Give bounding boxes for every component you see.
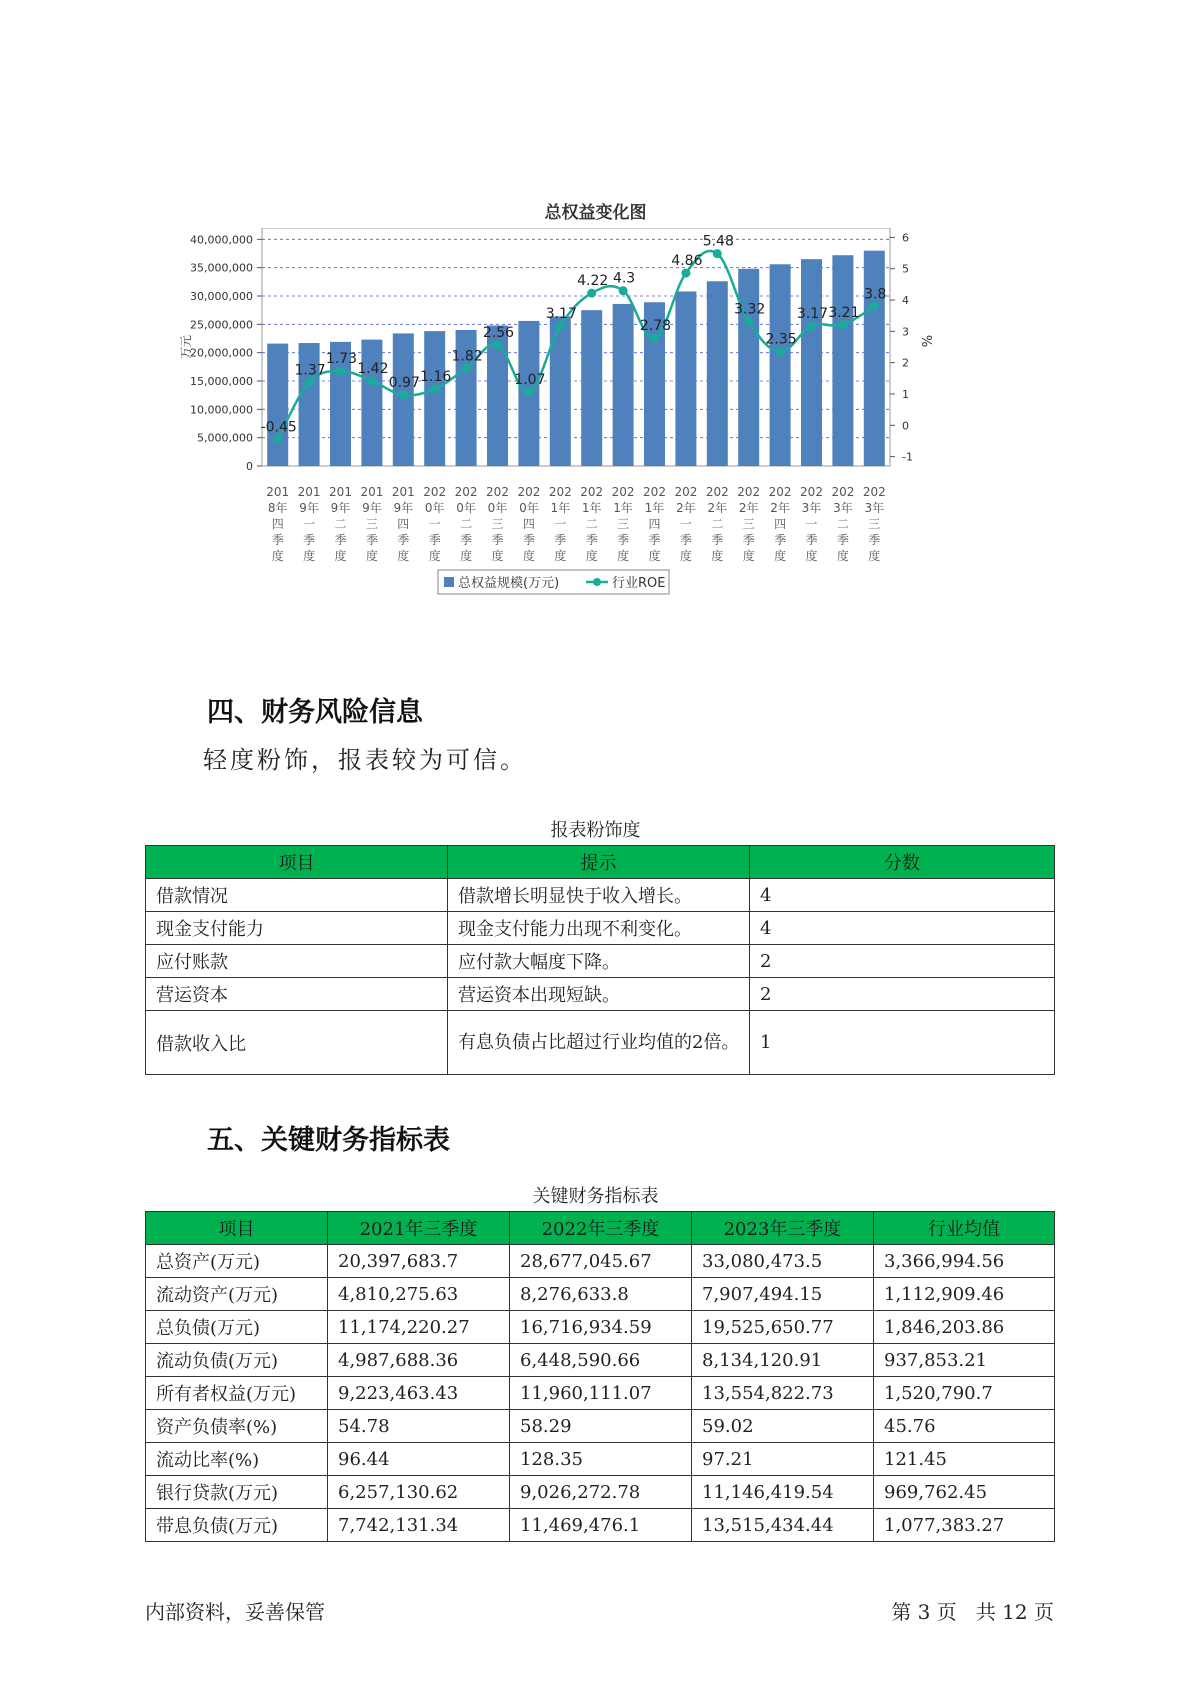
category-label: 二: [585, 517, 598, 531]
category-label: 度: [711, 549, 724, 563]
roe-data-label: 1.73: [325, 351, 358, 368]
roe-data-label: 3.32: [734, 301, 766, 318]
category-label: 度: [397, 549, 410, 563]
category-label: 三: [868, 517, 881, 531]
section-4-paragraph: 轻度粉饰，报表较为可信。: [203, 746, 527, 774]
table-cell: 8,134,120.91: [692, 1344, 874, 1377]
category-label: 9年: [330, 501, 351, 515]
table-cell: 121.45: [874, 1443, 1055, 1476]
table-cell: 13,554,822.73: [692, 1377, 874, 1410]
roe-point: [462, 364, 471, 373]
right-axis-tick-label: 1: [902, 387, 909, 401]
table-cell: 11,960,111.07: [510, 1377, 692, 1410]
category-label: 0年: [487, 501, 508, 515]
footer-confidential: 内部资料，妥善保管: [145, 1600, 325, 1624]
roe-data-label: 5.48: [702, 233, 734, 250]
table-cell: 19,525,650.77: [692, 1311, 874, 1344]
table-cell: 11,146,419.54: [692, 1476, 874, 1509]
category-label: 二: [460, 517, 473, 531]
category-label: 二: [334, 517, 347, 531]
equity-bar: [832, 255, 853, 466]
left-axis-tick-label: 5,000,000: [197, 431, 253, 445]
category-label: 3年: [801, 501, 822, 515]
category-label: 1年: [550, 501, 571, 515]
table-cell: 1,112,909.46: [874, 1278, 1055, 1311]
category-label: 季: [805, 533, 818, 547]
table-row: [146, 879, 1055, 912]
right-axis-tick-label: 3: [902, 325, 909, 339]
category-label: 三: [742, 517, 755, 531]
table-cell: 2: [750, 978, 1055, 1011]
roe-data-label: 3.8: [864, 286, 887, 303]
category-label: 2年: [676, 501, 696, 515]
category-label: 季: [648, 533, 661, 547]
table-cell: 1,520,790.7: [874, 1377, 1055, 1410]
risk-table: [145, 845, 1055, 1075]
table-cell: 流动负债(万元): [146, 1344, 328, 1377]
table-cell: 97.21: [692, 1443, 874, 1476]
category-label: 202: [611, 485, 635, 499]
table-cell: 9,223,463.43: [328, 1377, 510, 1410]
table-row: [146, 1509, 1055, 1542]
category-label: 四: [774, 517, 787, 531]
header-cell: 提示: [448, 846, 750, 879]
category-label: 202: [643, 485, 666, 499]
category-label: 季: [617, 533, 630, 547]
table-cell: 20,397,683.7: [328, 1245, 510, 1278]
table-row: [146, 1443, 1055, 1476]
category-label: 二: [836, 517, 849, 531]
category-label: 一: [303, 517, 316, 531]
category-label: 二: [711, 517, 724, 531]
table-cell: 33,080,473.5: [692, 1245, 874, 1278]
category-label: 度: [522, 549, 535, 563]
table-cell: 流动资产(万元): [146, 1278, 328, 1311]
table-cell: 4,810,275.63: [328, 1278, 510, 1311]
table-row: [146, 1476, 1055, 1509]
roe-point: [367, 376, 376, 385]
roe-data-label: 1.16: [420, 368, 452, 385]
table-cell: 总负债(万元): [146, 1311, 328, 1344]
table-cell: 7,742,131.34: [328, 1509, 510, 1542]
table-cell: 资产负债率(%): [146, 1410, 328, 1443]
left-axis-tick-label: 20,000,000: [190, 346, 253, 360]
legend-bar-label: 总权益规模(万元): [458, 576, 560, 591]
right-axis-tick-label: 2: [902, 356, 909, 370]
category-label: 202: [737, 485, 761, 499]
table-cell: 11,469,476.1: [510, 1509, 692, 1542]
table-cell: 4: [750, 912, 1055, 945]
table-row: [146, 945, 1055, 978]
category-label: 度: [491, 549, 504, 563]
category-label: 度: [334, 549, 347, 563]
category-label: 202: [862, 485, 886, 499]
category-label: 三: [617, 517, 630, 531]
table-cell: 58.29: [510, 1410, 692, 1443]
left-axis-title: 万元: [179, 334, 193, 360]
left-axis-tick-label: 30,000,000: [190, 290, 253, 303]
category-label: 2年: [738, 501, 759, 515]
category-label: 202: [423, 485, 447, 499]
category-label: 2年: [707, 501, 728, 515]
table-cell: 借款增长明显快于收入增长。: [448, 879, 750, 912]
section-5-heading: 五、关键财务指标表: [207, 1125, 450, 1156]
table-cell: 现金支付能力出现不利变化。: [448, 912, 750, 945]
table-cell: 9,026,272.78: [510, 1476, 692, 1509]
right-axis-tick-label: 4: [902, 294, 909, 308]
roe-data-label: 2.35: [765, 331, 797, 348]
roe-data-label: 1.42: [357, 360, 389, 377]
roe-data-label: 4.86: [671, 253, 703, 270]
roe-point: [524, 387, 533, 396]
left-axis-tick-label: 0: [246, 460, 253, 473]
equity-chart: [170, 228, 1030, 653]
legend-bar-swatch: [444, 577, 454, 587]
category-label: 季: [460, 533, 473, 547]
category-label: 202: [548, 485, 572, 499]
category-label: 3年: [833, 501, 853, 515]
table-cell: 128.35: [510, 1443, 692, 1476]
roe-point: [493, 341, 502, 350]
table-cell: 总资产(万元): [146, 1245, 328, 1278]
category-label: 0年: [424, 501, 445, 515]
category-label: 度: [365, 549, 378, 563]
category-label: 度: [585, 549, 598, 563]
table-row: [146, 1311, 1055, 1344]
category-label: 度: [617, 549, 630, 563]
table-header-row: [146, 1212, 1055, 1245]
right-axis-tick-label: -1: [902, 450, 913, 464]
risk-table-title: 报表粉饰度: [550, 820, 641, 841]
category-label: 四: [648, 517, 661, 531]
roe-data-label: -0.45: [260, 419, 297, 436]
legend-line-marker: [593, 578, 601, 586]
table-cell: 16,716,934.59: [510, 1311, 692, 1344]
roe-data-label: 3.21: [828, 304, 860, 321]
table-cell: 7,907,494.15: [692, 1278, 874, 1311]
table-cell: 6,257,130.62: [328, 1476, 510, 1509]
table-cell: 11,174,220.27: [328, 1311, 510, 1344]
table-cell: 937,853.21: [874, 1344, 1055, 1377]
table-cell: 营运资本: [146, 978, 448, 1011]
category-label: 1年: [613, 501, 633, 515]
roe-point: [681, 269, 690, 278]
header-cell: 分数: [750, 846, 1055, 879]
category-label: 2年: [770, 501, 790, 515]
roe-point: [776, 347, 785, 356]
roe-data-label: 4.22: [577, 273, 609, 290]
category-label: 季: [428, 533, 441, 547]
category-label: 202: [486, 485, 509, 499]
header-cell: 2023年三季度: [692, 1212, 874, 1245]
table-row: [146, 1410, 1055, 1443]
category-label: 季: [303, 533, 316, 547]
category-label: 202: [800, 485, 823, 499]
category-label: 季: [742, 533, 755, 547]
table-row: [146, 1344, 1055, 1377]
roe-point: [870, 302, 879, 311]
equity-bar: [393, 333, 414, 466]
category-label: 0年: [519, 501, 539, 515]
table-cell: 45.76: [874, 1410, 1055, 1443]
legend-line-label: 行业ROE: [612, 576, 666, 591]
table-cell: 6,448,590.66: [510, 1344, 692, 1377]
equity-bar: [864, 251, 885, 466]
roe-data-label: 2.78: [639, 318, 672, 335]
header-cell: 项目: [146, 1212, 328, 1245]
category-label: 度: [554, 549, 567, 563]
footer-page-number: 第 3 页 共 12 页: [891, 1600, 1054, 1624]
equity-bar: [581, 310, 602, 466]
category-label: 度: [805, 549, 818, 563]
left-axis-tick-label: 35,000,000: [190, 261, 253, 275]
roe-point: [556, 322, 565, 331]
equity-bar: [675, 291, 696, 466]
table-cell: 应付款大幅度下降。: [448, 945, 750, 978]
category-label: 季: [491, 533, 504, 547]
category-label: 3年: [864, 501, 885, 515]
right-axis-title: %: [918, 334, 933, 348]
table-row: [146, 1278, 1055, 1311]
table-cell: 2: [750, 945, 1055, 978]
table-cell: 8,276,633.8: [510, 1278, 692, 1311]
table-cell: 应付账款: [146, 945, 448, 978]
equity-bar: [424, 331, 445, 466]
category-label: 季: [397, 533, 410, 547]
category-label: 201: [297, 485, 321, 499]
category-label: 季: [271, 533, 284, 547]
category-label: 202: [674, 485, 698, 499]
roe-data-label: 3.17: [796, 306, 829, 323]
table-cell: 54.78: [328, 1410, 510, 1443]
roe-data-label: 1.82: [451, 348, 483, 365]
table-row: [146, 1377, 1055, 1410]
category-label: 季: [554, 533, 567, 547]
category-label: 201: [360, 485, 384, 499]
category-label: 季: [711, 533, 724, 547]
category-label: 度: [774, 549, 787, 563]
category-label: 8年: [267, 501, 288, 515]
table-cell: 借款收入比: [146, 1011, 448, 1075]
roe-data-label: 3.17: [545, 306, 577, 323]
category-label: 季: [836, 533, 849, 547]
category-label: 9年: [299, 501, 319, 515]
table-cell: 4,987,688.36: [328, 1344, 510, 1377]
table-row: [146, 912, 1055, 945]
category-label: 四: [522, 517, 535, 531]
table-cell: 4: [750, 879, 1055, 912]
kpi-table: [145, 1211, 1055, 1542]
category-label: 度: [868, 549, 881, 563]
left-axis-tick-label: 15,000,000: [190, 375, 253, 388]
table-cell: 流动比率(%): [146, 1443, 328, 1476]
roe-point: [838, 320, 847, 329]
category-label: 度: [428, 549, 441, 563]
roe-point: [744, 317, 753, 326]
table-row: [146, 1011, 1055, 1075]
table-cell: 银行贷款(万元): [146, 1476, 328, 1509]
category-label: 201: [329, 485, 352, 499]
category-label: 四: [271, 517, 284, 531]
table-cell: 带息负债(万元): [146, 1509, 328, 1542]
right-axis-tick-label: 6: [902, 231, 909, 245]
table-cell: 所有者权益(万元): [146, 1377, 328, 1410]
roe-point: [273, 435, 282, 444]
category-label: 202: [768, 485, 792, 499]
category-label: 度: [836, 549, 849, 563]
roe-point: [713, 249, 722, 258]
category-label: 202: [454, 485, 478, 499]
category-label: 季: [868, 533, 881, 547]
category-label: 季: [334, 533, 347, 547]
category-label: 一: [805, 517, 818, 531]
equity-bar: [613, 304, 634, 466]
chart-title: 总权益变化图: [544, 203, 647, 223]
category-label: 0年: [456, 501, 476, 515]
category-label: 季: [774, 533, 787, 547]
roe-data-label: 4.3: [612, 270, 636, 287]
section-4-heading: 四、财务风险信息: [207, 697, 423, 728]
roe-point: [587, 289, 596, 298]
roe-point: [807, 322, 816, 331]
category-label: 9年: [362, 501, 382, 515]
table-header-row: [146, 846, 1055, 879]
table-cell: 28,677,045.67: [510, 1245, 692, 1278]
category-label: 202: [580, 485, 604, 499]
table-row: [146, 978, 1055, 1011]
category-label: 一: [428, 517, 441, 531]
category-label: 201: [391, 485, 415, 499]
right-axis-tick-label: 0: [902, 419, 909, 433]
category-label: 季: [522, 533, 535, 547]
table-cell: 有息负债占比超过行业均值的2倍。: [448, 1011, 750, 1075]
equity-bar: [361, 340, 382, 466]
category-label: 度: [303, 549, 316, 563]
roe-point: [399, 390, 408, 399]
equity-bar: [707, 281, 728, 466]
category-label: 三: [365, 517, 378, 531]
category-label: 度: [460, 549, 473, 563]
equity-bar: [801, 259, 822, 466]
equity-bar: [267, 344, 288, 466]
category-label: 度: [271, 549, 284, 563]
roe-point: [619, 286, 628, 295]
category-label: 202: [517, 485, 541, 499]
right-axis-tick-label: 5: [902, 262, 909, 276]
kpi-table-title: 关键财务指标表: [532, 1186, 659, 1207]
roe-data-label: 0.97: [388, 374, 420, 391]
table-cell: 59.02: [692, 1410, 874, 1443]
left-axis-tick-label: 25,000,000: [190, 318, 253, 332]
table-cell: 96.44: [328, 1443, 510, 1476]
category-label: 季: [679, 533, 692, 547]
table-cell: 1: [750, 1011, 1055, 1075]
header-cell: 2022年三季度: [510, 1212, 692, 1245]
category-label: 1年: [581, 501, 602, 515]
category-label: 9年: [393, 501, 414, 515]
roe-point: [650, 334, 659, 343]
roe-point: [305, 378, 314, 387]
table-cell: 现金支付能力: [146, 912, 448, 945]
table-cell: 13,515,434.44: [692, 1509, 874, 1542]
table-row: [146, 1245, 1055, 1278]
header-cell: 行业均值: [874, 1212, 1055, 1245]
table-cell: 969,762.45: [874, 1476, 1055, 1509]
category-label: 一: [554, 517, 567, 531]
category-label: 四: [397, 517, 410, 531]
table-cell: 3,366,994.56: [874, 1245, 1055, 1278]
table-cell: 1,077,383.27: [874, 1509, 1055, 1542]
category-label: 三: [491, 517, 504, 531]
table-cell: 1,846,203.86: [874, 1311, 1055, 1344]
roe-data-label: 2.56: [482, 325, 515, 342]
header-cell: 项目: [146, 846, 448, 879]
category-label: 季: [585, 533, 598, 547]
roe-point: [336, 367, 345, 376]
category-label: 202: [705, 485, 729, 499]
equity-bar: [738, 269, 759, 466]
left-axis-tick-label: 10,000,000: [190, 403, 253, 417]
header-cell: 2021年三季度: [328, 1212, 510, 1245]
category-label: 201: [266, 485, 290, 499]
category-label: 1年: [644, 501, 665, 515]
category-label: 度: [679, 549, 692, 563]
category-label: 一: [679, 517, 692, 531]
category-label: 度: [648, 549, 661, 563]
roe-data-label: 1.37: [294, 362, 326, 379]
left-axis-tick-label: 40,000,000: [190, 233, 253, 247]
roe-data-label: 1.07: [514, 371, 546, 388]
table-cell: 营运资本出现短缺。: [448, 978, 750, 1011]
equity-bar: [770, 264, 791, 466]
table-cell: 借款情况: [146, 879, 448, 912]
roe-point: [430, 384, 439, 393]
category-label: 度: [742, 549, 755, 563]
category-label: 202: [831, 485, 855, 499]
category-label: 季: [365, 533, 378, 547]
